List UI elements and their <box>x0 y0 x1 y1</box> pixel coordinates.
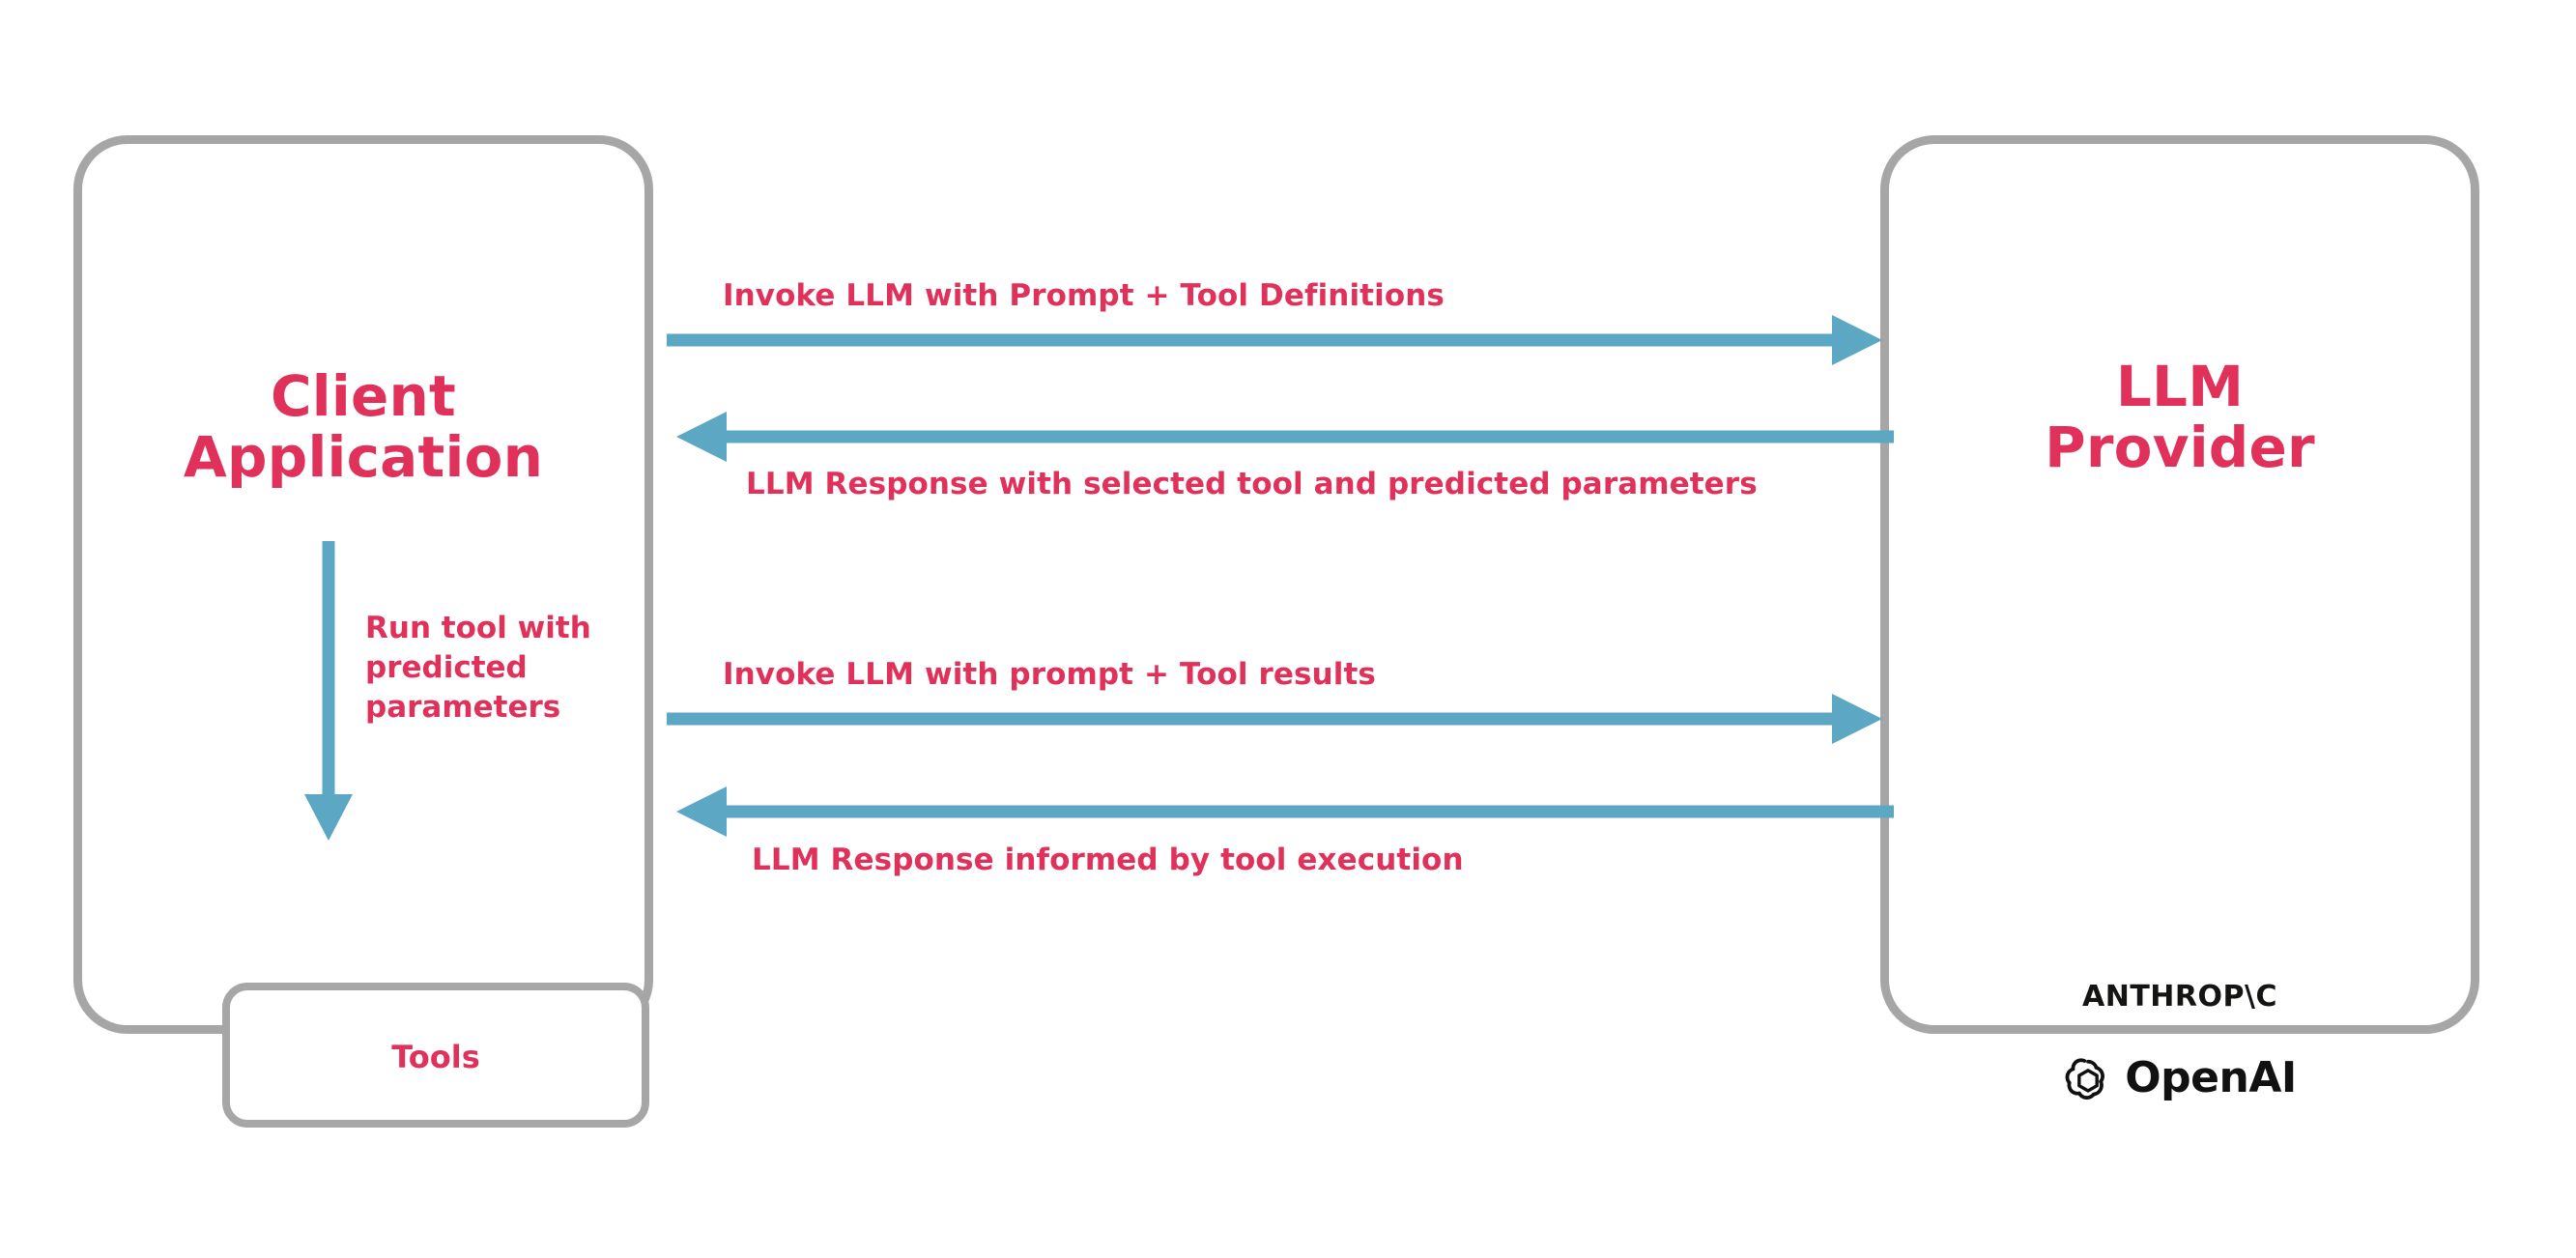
arrow-label-response-1: LLM Response with selected tool and predicted parameters <box>746 467 1758 501</box>
openai-wordmark: OpenAI <box>2125 1052 2297 1102</box>
client-title-line-1: Client <box>271 363 456 429</box>
tools-box <box>222 983 649 1128</box>
openai-icon <box>2063 1052 2113 1102</box>
tools-label: Tools <box>391 1039 480 1075</box>
client-application-title <box>82 363 644 490</box>
openai-logo-row <box>1889 1052 2471 1102</box>
llm-provider-box <box>1880 135 2479 1102</box>
arrow-label-invoke-2: Invoke LLM with prompt + Tool results <box>723 657 1376 692</box>
arrow-label-response-2: LLM Response informed by tool execution <box>752 843 1464 877</box>
arrow-invoke-llm-with-prompt-tool-results <box>667 698 1894 736</box>
provider-title-line-1: LLM <box>2115 354 2245 419</box>
provider-title-line-2: Provider <box>2045 414 2315 480</box>
llm-provider-title <box>1889 354 2471 480</box>
arrow-llm-response-informed-by-tool-execution <box>667 790 1894 829</box>
arrow-invoke-llm-with-prompt-tool-definitions <box>667 319 1894 357</box>
client-title-line-2: Application <box>183 423 544 490</box>
run-tool-arrow-label: Run tool with predicted parameters <box>365 611 591 725</box>
arrow-llm-response-with-selected-tool <box>667 415 1894 454</box>
arrow-label-invoke-1: Invoke LLM with Prompt + Tool Definitions <box>723 278 1445 313</box>
run-tool-arrow <box>261 541 377 850</box>
anthropic-logo-icon: ANTHROP\C <box>2082 980 2277 1014</box>
